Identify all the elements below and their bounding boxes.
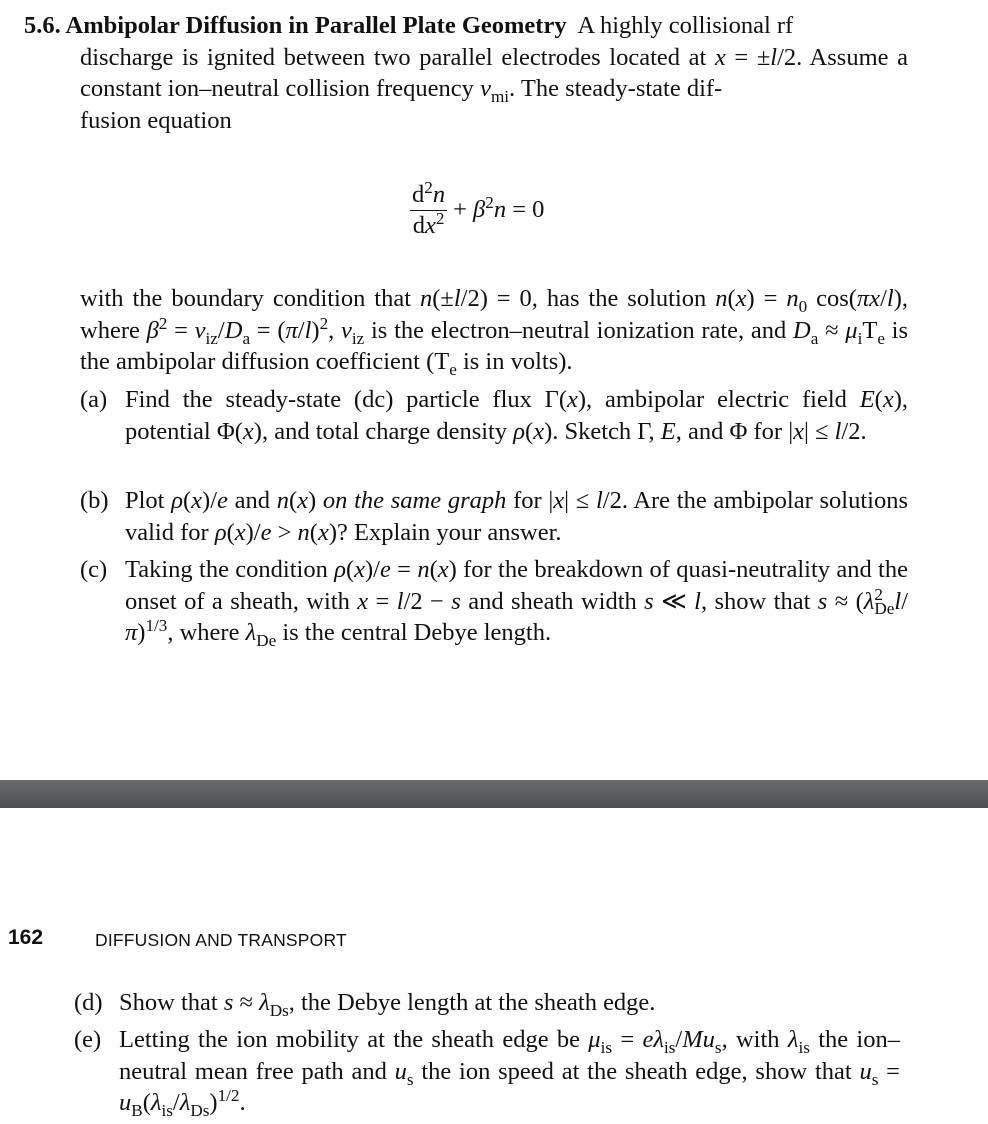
part-e-label: (e) bbox=[74, 1026, 102, 1053]
part-c-label: (c) bbox=[80, 556, 108, 583]
part-b-label: (b) bbox=[80, 487, 109, 514]
part-d-text: Show that $s \approx \lambda_{Ds}$, the Debye length at the sheath edge. bbox=[119, 989, 656, 1020]
part-d-label: (d) bbox=[74, 989, 103, 1016]
part-a-text: Find the steady-state (dc) particle flux Γ(x), ambipolar electric field E(x), potential Φ(x), and total charge density ρ(x). Sketch Γ, E, and Φ for |x| ≤ l/2. bbox=[125, 386, 908, 445]
part-e bbox=[74, 1024, 900, 1119]
part-e-text: Letting the ion mobility at the sheath edge be $\mu_{is} = e\lambda_{is}/Mu_s$, with $\lambda_{is}$ the ion–neutral mean free path and $u_s$ the ion speed at the sheath edge, show that $u_s = u_B(\lambda_{is}/\lambda_{Ds})^{1/2}$. bbox=[119, 1026, 900, 1120]
running-head: DIFFUSION AND TRANSPORT bbox=[95, 930, 347, 950]
page-divider bbox=[0, 780, 988, 808]
part-c-text: Taking the condition ρ(x)/e = n(x) for the breakdown of quasi-neutrality and the onset of a sheath, with x = l/2 − s and sheath width s ≪ l, show that $s \approx (\lambda^2_{De}l/\pi)^{1/3}$, where $\lambda_{De}$ is the central Debye length. bbox=[125, 556, 908, 650]
boundary-condition-paragraph: with the boundary condition that n(±l/2) = 0, has the solution $n(x) = n_0$ cos(πx/l), where $\beta^2 = \nu_{iz}/D_a = (\pi/l)^2$, $\nu_{iz}$ is the electron–neutral ionization rate, and $D_a \approx \mu_iT_e$ is the ambipolar diffusion coefficient ($T_e$ is in volts). bbox=[80, 285, 908, 379]
part-d bbox=[74, 987, 900, 1019]
problem-title: Ambipolar Diffusion in Parallel Plate Geometry bbox=[65, 12, 567, 39]
problem-intro: 5.6. Ambipolar Diffusion in Parallel Plate Geometry A highly collisional rf discharge is ignited between two parallel electrodes located at x = ±l/2. Assume a constant ion–neutral collision frequency $\nu_{mi}$. The steady-state dif- fusion equation bbox=[24, 12, 908, 134]
part-b bbox=[80, 485, 908, 548]
part-c bbox=[80, 554, 908, 649]
page-number: 162 bbox=[8, 926, 44, 949]
problem-number: 5.6. bbox=[24, 12, 61, 39]
part-b-text: Plot ρ(x)/e and n(x) on the same graph for |x| ≤ l/2. Are the ambipolar solutions valid for ρ(x)/e > n(x)? Explain your answer. bbox=[125, 487, 908, 546]
problem-heading bbox=[24, 12, 567, 39]
part-a-label: (a) bbox=[80, 386, 108, 413]
part-a bbox=[80, 384, 908, 447]
diffusion-equation: $\frac{d^2n}{dx^2}$ + $\beta^2n = 0$ bbox=[412, 177, 545, 239]
